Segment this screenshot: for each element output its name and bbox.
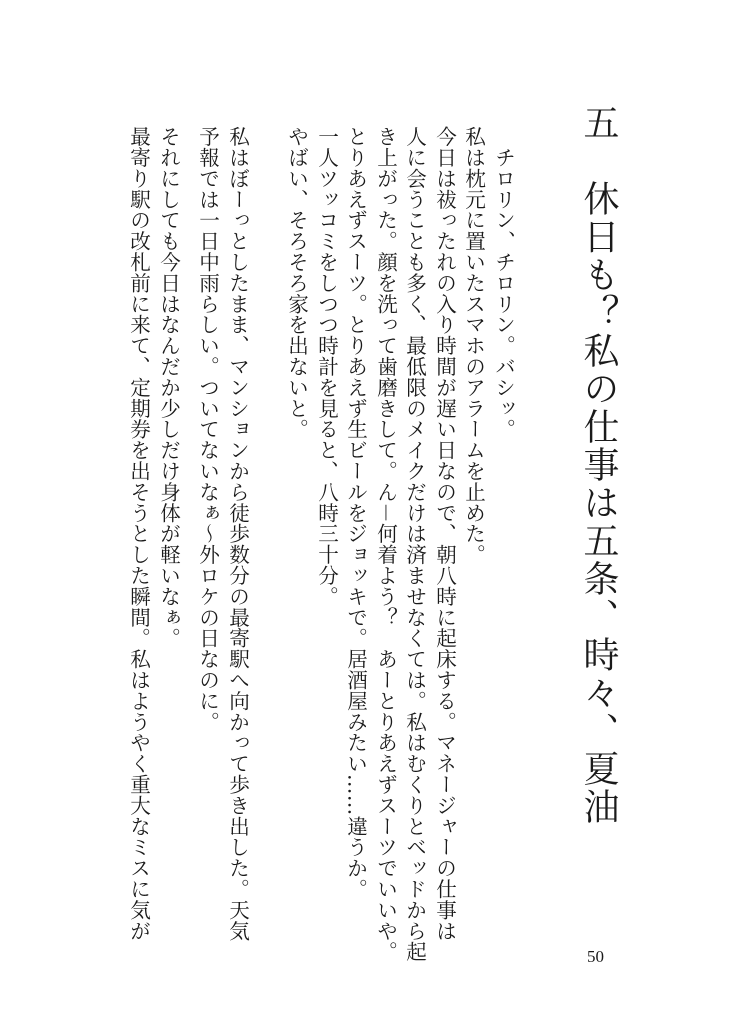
body-line: 今日は祓ったれの入り時間が遅い日なので、朝八時に起床する。マネージャーの仕事は (432, 126, 457, 942)
body-line: 私は枕元に置いたスマホのアラームを止めた。 (461, 126, 486, 565)
body-line: き上がった。顔を洗って歯磨きして。ん－何着よう？ あーとりあえずスーツでいいや。 (373, 126, 398, 962)
body-line: チロリン、チロリン。バシッ。 (491, 126, 516, 440)
body-line: 私はぼーっとしたまま、マンションから徒歩数分の最寄駅へ向かって歩き出した。天気 (225, 126, 250, 942)
body-line: 最寄り駅の改札前に来て、定期券を出そうとした瞬間。私はようやく重大なミスに気が (126, 126, 151, 942)
body-line: それにしても今日はなんだか少しだけ身体が軽いなぁ。 (156, 126, 181, 649)
chapter-title: 五 休日も？私の仕事は五条、時々、夏油 (578, 104, 619, 826)
body-line: 予報では一日中雨らしい。ついてないなぁ～外ロケの日なのに。 (195, 126, 220, 733)
body-line: 一人ツッコミをしつつ時計を見ると、八時三十分。 (314, 126, 339, 607)
body-line: やばい、そろそろ家を出ないと。 (284, 126, 309, 440)
body-line: とりあえずスーツ。とりあえず生ビールをジョッキで。居酒屋みたい……違うか。 (343, 126, 368, 900)
page-number: 50 (587, 947, 604, 966)
body-line: 人に会うことも多く、最低限のメイクだけは済ませなくては。私はむくりとベッドから起 (402, 126, 427, 962)
